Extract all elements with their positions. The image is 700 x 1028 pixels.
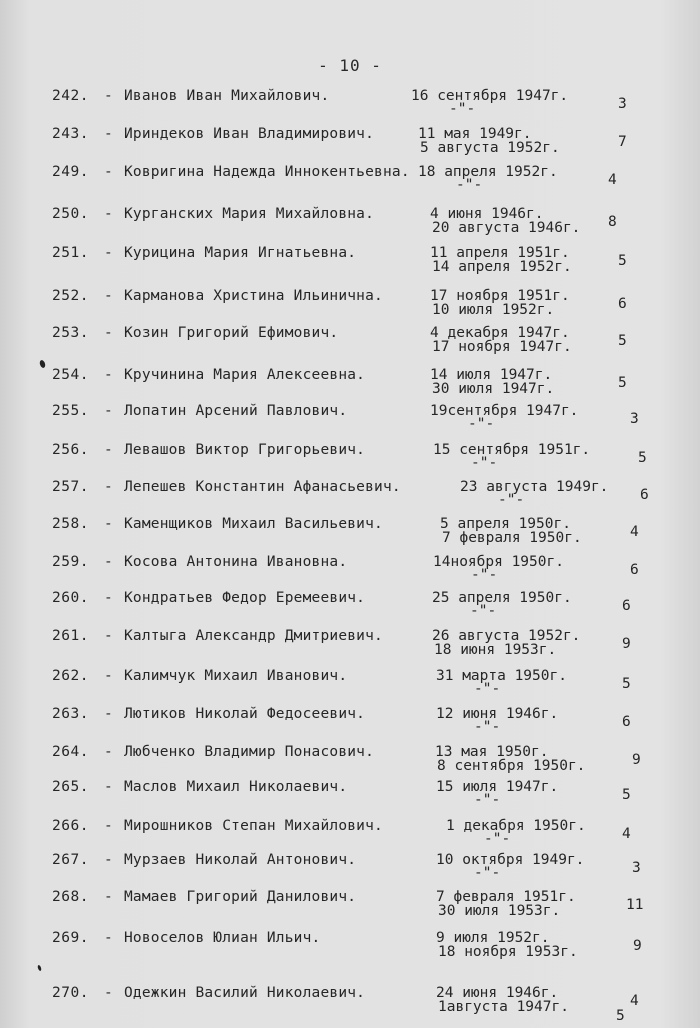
entry-dash: - — [104, 554, 113, 570]
person-name: Ковригина Надежда Иннокентьевна. — [124, 164, 410, 180]
date-first: 25 апреля 1950г. — [432, 590, 572, 606]
entry-dash: - — [104, 245, 113, 261]
date-second: 20 августа 1946г. — [432, 220, 581, 236]
entry-number: 256. — [52, 442, 89, 458]
entry-count: 4 — [608, 172, 617, 188]
date-second: 1августа 1947г. — [438, 999, 569, 1015]
date-second: 7 февраля 1950г. — [442, 530, 582, 546]
entry-number: 265. — [52, 779, 89, 795]
entry-dash: - — [104, 403, 113, 419]
date-first: 26 августа 1952г. — [432, 628, 581, 644]
person-name: Карманова Христина Ильинична. — [124, 288, 383, 304]
ditto-mark: -"- — [474, 719, 501, 735]
date-first: 5 апреля 1950г. — [440, 516, 571, 532]
entry-count: 6 — [630, 562, 639, 578]
date-second: 14 апреля 1952г. — [432, 259, 572, 275]
entry-dash: - — [104, 206, 113, 222]
date-second: 5 августа 1952г. — [420, 140, 560, 156]
list-item — [0, 852, 700, 892]
list-item — [0, 206, 700, 246]
date-second: 30 июля 1953г. — [438, 903, 561, 919]
entry-dash: - — [104, 590, 113, 606]
person-name: Мурзаев Николай Антонович. — [124, 852, 357, 868]
entry-count: 4 — [622, 826, 631, 842]
entry-dash: - — [104, 852, 113, 868]
person-name: Кондратьев Федор Еремеевич. — [124, 590, 366, 606]
entry-number: 251. — [52, 245, 89, 261]
person-name: Любченко Владимир Понасович. — [124, 744, 375, 760]
date-first: 23 августа 1949г. — [460, 479, 609, 495]
entry-count: 4 — [630, 993, 639, 1009]
entry-count: 8 — [608, 214, 617, 230]
entry-count: 6 — [640, 487, 649, 503]
ditto-mark: -"- — [449, 101, 476, 117]
date-first: 13 мая 1950г. — [435, 744, 549, 760]
entry-count: 11 — [626, 897, 644, 913]
entry-dash: - — [104, 88, 113, 104]
entry-number: 269. — [52, 930, 89, 946]
list-item — [0, 516, 700, 556]
list-item — [0, 245, 700, 285]
person-name: Лопатин Арсений Павлович. — [124, 403, 348, 419]
ditto-mark: -"- — [468, 416, 495, 432]
date-first: 17 ноября 1951г. — [430, 288, 570, 304]
person-name: Лепешев Константин Афанасьевич. — [124, 479, 401, 495]
person-name: Козин Григорий Ефимович. — [124, 325, 339, 341]
date-first: 11 мая 1949г. — [418, 126, 532, 142]
person-name: Левашов Виктор Григорьевич. — [124, 442, 366, 458]
entry-count: 5 — [622, 676, 631, 692]
entry-number: 268. — [52, 889, 89, 905]
date-first: 15 июля 1947г. — [436, 779, 559, 795]
entry-count: 4 — [630, 524, 639, 540]
entry-number: 249. — [52, 164, 89, 180]
person-name: Курицина Мария Игнатьевна. — [124, 245, 357, 261]
date-first: 15 сентября 1951г. — [433, 442, 591, 458]
entry-number: 255. — [52, 403, 89, 419]
list-item — [0, 668, 700, 708]
date-first: 4 июня 1946г. — [430, 206, 544, 222]
entry-dash: - — [104, 668, 113, 684]
entry-count: 9 — [632, 752, 641, 768]
entry-dash: - — [104, 367, 113, 383]
date-first: 7 февраля 1951г. — [436, 889, 576, 905]
entry-count: 3 — [632, 860, 641, 876]
entry-count: 6 — [618, 296, 627, 312]
ditto-mark: -"- — [471, 567, 498, 583]
list-item — [0, 164, 700, 204]
date-second: 17 ноября 1947г. — [432, 339, 572, 355]
entry-number: 253. — [52, 325, 89, 341]
entry-number: 267. — [52, 852, 89, 868]
ditto-mark: -"- — [484, 831, 511, 847]
date-first: 31 марта 1950г. — [436, 668, 567, 684]
entry-number: 266. — [52, 818, 89, 834]
list-item — [0, 744, 700, 784]
ditto-mark: -"- — [474, 865, 501, 881]
entry-number: 260. — [52, 590, 89, 606]
entry-number: 242. — [52, 88, 89, 104]
entry-count: 6 — [622, 598, 631, 614]
person-name: Калтыга Александр Дмитриевич. — [124, 628, 383, 644]
entry-dash: - — [104, 325, 113, 341]
entry-dash: - — [104, 516, 113, 532]
list-item — [0, 367, 700, 407]
entry-count: 5 — [622, 787, 631, 803]
person-name: Мамаев Григорий Данилович. — [124, 889, 357, 905]
entry-dash: - — [104, 985, 113, 1001]
entry-number: 262. — [52, 668, 89, 684]
date-first: 19сентября 1947г. — [430, 403, 579, 419]
date-second: 18 ноября 1953г. — [438, 944, 578, 960]
ditto-mark: -"- — [470, 603, 497, 619]
date-first: 1 декабря 1950г. — [446, 818, 586, 834]
date-first: 14ноября 1950г. — [433, 554, 564, 570]
stray-count: 5 — [616, 1008, 625, 1024]
entry-count: 9 — [633, 938, 642, 954]
entry-dash: - — [104, 706, 113, 722]
list-item — [0, 442, 700, 482]
date-second: 30 июля 1947г. — [432, 381, 555, 397]
date-first: 11 апреля 1951г. — [430, 245, 570, 261]
date-first: 14 июля 1947г. — [430, 367, 553, 383]
entry-dash: - — [104, 164, 113, 180]
entry-dash: - — [104, 442, 113, 458]
person-name: Калимчук Михаил Иванович. — [124, 668, 348, 684]
list-item — [0, 479, 700, 519]
entry-count: 5 — [618, 253, 627, 269]
entry-dash: - — [104, 889, 113, 905]
date-first: 12 июня 1946г. — [436, 706, 559, 722]
entry-number: 257. — [52, 479, 89, 495]
person-name: Кручинина Мария Алексеевна. — [124, 367, 366, 383]
entry-dash: - — [104, 744, 113, 760]
entry-count: 9 — [622, 636, 631, 652]
list-item — [0, 779, 700, 819]
list-item — [0, 985, 700, 1025]
person-name: Лютиков Николай Федосеевич. — [124, 706, 366, 722]
person-name: Новоселов Юлиан Ильич. — [124, 930, 321, 946]
date-second: 18 июня 1953г. — [434, 642, 557, 658]
date-second: 8 сентября 1950г. — [437, 758, 586, 774]
list-item — [0, 889, 700, 929]
date-first: 24 июня 1946г. — [436, 985, 559, 1001]
ditto-mark: -"- — [471, 455, 498, 471]
date-first: 9 июля 1952г. — [436, 930, 550, 946]
entry-number: 254. — [52, 367, 89, 383]
date-second: 10 июля 1952г. — [432, 302, 555, 318]
entry-count: 3 — [630, 411, 639, 427]
ditto-mark: -"- — [474, 681, 501, 697]
list-item — [0, 325, 700, 365]
entry-count: 3 — [618, 96, 627, 112]
person-name: Ириндеков Иван Владимирович. — [124, 126, 375, 142]
list-item — [0, 628, 700, 668]
person-name: Иванов Иван Михайлович. — [124, 88, 330, 104]
person-name: Мирошников Степан Михайлович. — [124, 818, 383, 834]
entry-number: 259. — [52, 554, 89, 570]
list-item — [0, 930, 700, 970]
person-name: Маслов Михаил Николаевич. — [124, 779, 348, 795]
list-item — [0, 88, 700, 128]
entry-count: 5 — [638, 450, 647, 466]
list-item — [0, 590, 700, 630]
entry-dash: - — [104, 126, 113, 142]
entry-number: 250. — [52, 206, 89, 222]
page-number: - 10 - — [318, 56, 382, 75]
entry-dash: - — [104, 479, 113, 495]
list-item — [0, 403, 700, 443]
entry-dash: - — [104, 818, 113, 834]
entry-number: 243. — [52, 126, 89, 142]
ditto-mark: -"- — [456, 177, 483, 193]
list-item — [0, 554, 700, 594]
date-first: 16 сентября 1947г. — [411, 88, 569, 104]
entry-dash: - — [104, 779, 113, 795]
person-name: Одежкин Василий Николаевич. — [124, 985, 366, 1001]
entry-count: 5 — [618, 375, 627, 391]
date-first: 18 апреля 1952г. — [418, 164, 558, 180]
entry-dash: - — [104, 288, 113, 304]
entry-count: 5 — [618, 333, 627, 349]
entry-number: 258. — [52, 516, 89, 532]
date-first: 4 декабря 1947г. — [430, 325, 570, 341]
entry-dash: - — [104, 628, 113, 644]
person-name: Курганских Мария Михайловна. — [124, 206, 375, 222]
person-name: Каменщиков Михаил Васильевич. — [124, 516, 383, 532]
entry-dash: - — [104, 930, 113, 946]
person-name: Косова Антонина Ивановна. — [124, 554, 348, 570]
entry-number: 252. — [52, 288, 89, 304]
list-item — [0, 706, 700, 746]
list-item — [0, 288, 700, 328]
date-first: 10 октября 1949г. — [436, 852, 585, 868]
entry-number: 261. — [52, 628, 89, 644]
entry-number: 270. — [52, 985, 89, 1001]
entry-number: 264. — [52, 744, 89, 760]
ditto-mark: -"- — [474, 792, 501, 808]
list-item — [0, 126, 700, 166]
entry-count: 6 — [622, 714, 631, 730]
ditto-mark: -"- — [498, 492, 525, 508]
entry-number: 263. — [52, 706, 89, 722]
entry-count: 7 — [618, 134, 627, 150]
